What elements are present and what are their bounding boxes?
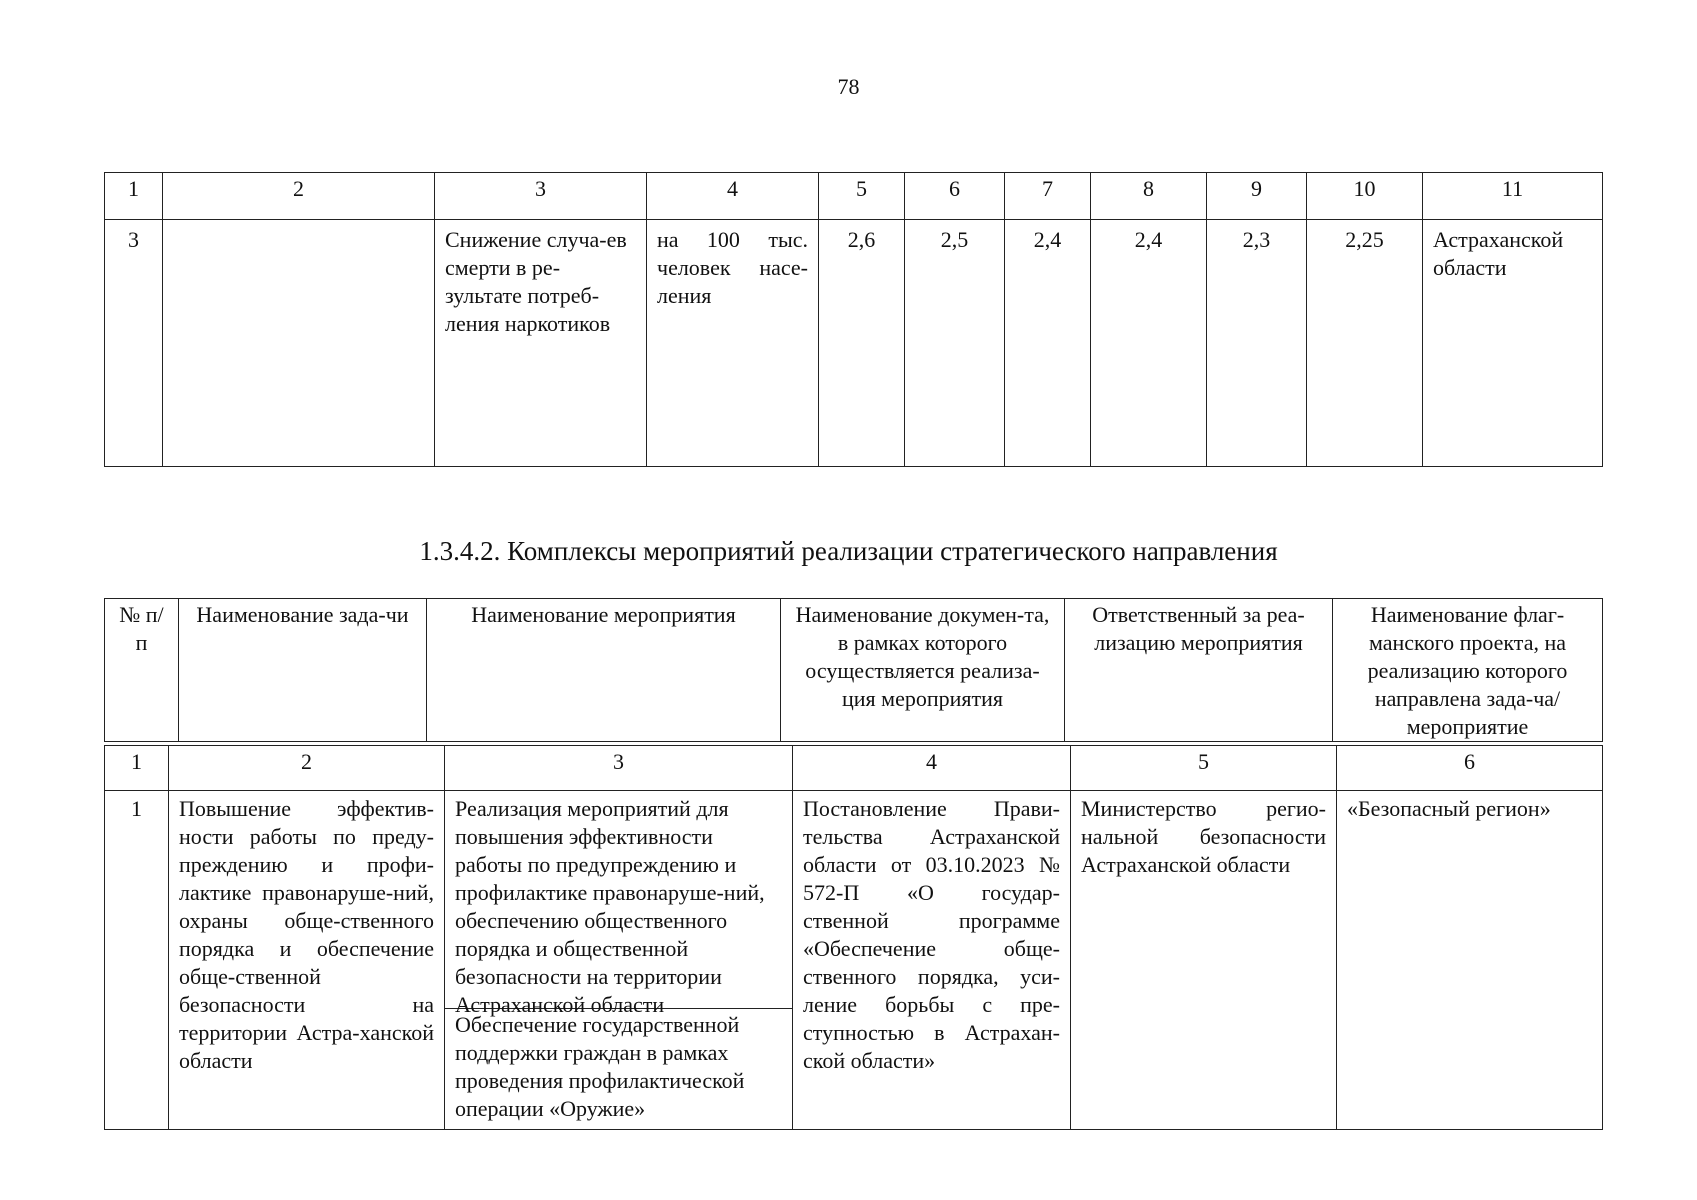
page-number: 78 bbox=[837, 74, 860, 99]
indicator-value: 2,4 bbox=[1005, 220, 1091, 467]
column-number: 3 bbox=[445, 746, 793, 791]
activities-row bbox=[105, 791, 1603, 1130]
indicator-value: 2,3 bbox=[1207, 220, 1307, 467]
header-task: Наименование зада-чи bbox=[179, 599, 427, 742]
responsible-party: Министерство регио-нальной безопасности Астраханской области bbox=[1071, 791, 1337, 1130]
flagship-project: «Безопасный регион» bbox=[1337, 791, 1603, 1130]
column-number: 1 bbox=[105, 173, 163, 220]
column-number: 8 bbox=[1091, 173, 1207, 220]
indicator-name: Снижение случа-ев смерти в ре-зультате потреб-ления наркотиков bbox=[435, 220, 647, 467]
column-number: 1 bbox=[105, 746, 169, 791]
activities-table bbox=[104, 745, 1603, 1130]
indicator-source: Астраханской области bbox=[1423, 220, 1603, 467]
indicator-value: 2,25 bbox=[1307, 220, 1423, 467]
column-number: 9 bbox=[1207, 173, 1307, 220]
column-number: 4 bbox=[793, 746, 1071, 791]
column-number: 6 bbox=[905, 173, 1005, 220]
indicator-value: 2,5 bbox=[905, 220, 1005, 467]
column-number: 2 bbox=[169, 746, 445, 791]
activity-cell bbox=[445, 791, 793, 1130]
empty-cell bbox=[163, 220, 435, 467]
indicator-value: 2,6 bbox=[819, 220, 905, 467]
activities-column-numbers-row bbox=[105, 746, 1603, 791]
indicator-table bbox=[104, 172, 1603, 467]
column-number: 5 bbox=[819, 173, 905, 220]
column-number: 5 bbox=[1071, 746, 1337, 791]
activity-item: Реализация мероприятий для повышения эффективности работы по предупреждению и профилактике правонаруше-ний, обеспечению общественного порядка и общественной безопасности на территории Астраханской области bbox=[445, 791, 792, 1009]
column-number: 11 bbox=[1423, 173, 1603, 220]
activity-item: Обеспечение государственной поддержки граждан в рамках проведения профилактической операции «Оружие» bbox=[455, 1012, 745, 1121]
indicator-row bbox=[105, 220, 1603, 467]
column-number: 7 bbox=[1005, 173, 1091, 220]
section-title: 1.3.4.2. Комплексы мероприятий реализации стратегического направления bbox=[419, 536, 1278, 566]
unit-of-measure: на 100 тыс. человек насе-ления bbox=[647, 220, 819, 467]
column-number: 10 bbox=[1307, 173, 1423, 220]
column-number: 6 bbox=[1337, 746, 1603, 791]
row-number: 3 bbox=[105, 220, 163, 467]
column-number: 4 bbox=[647, 173, 819, 220]
activities-header-table bbox=[104, 598, 1603, 742]
indicator-column-numbers-row bbox=[105, 173, 1603, 220]
column-number: 3 bbox=[435, 173, 647, 220]
column-number: 2 bbox=[163, 173, 435, 220]
document-name: Постановление Прави-тельства Астраханской области от 03.10.2023 № 572-П «О государ-ственной программе «Обеспечение обще-ственного порядка, уси-ление борьбы с пре-ступностью в Астрахан-ской области» bbox=[793, 791, 1071, 1130]
header-document: Наименование докумен-та, в рамках которого осуществляется реализа-ция мероприятия bbox=[781, 599, 1065, 742]
row-number: 1 bbox=[105, 791, 169, 1130]
activities-header-row bbox=[105, 599, 1603, 742]
header-responsible: Ответственный за реа-лизацию мероприятия bbox=[1065, 599, 1333, 742]
header-activity: Наименование мероприятия bbox=[427, 599, 781, 742]
header-number: № п/п bbox=[105, 599, 179, 742]
header-flagship-project: Наименование флаг-манского проекта, на реализацию которого направлена зада-ча/мероприятие bbox=[1333, 599, 1603, 742]
task-name: Повышение эффектив-ности работы по преду-преждению и профи-лактике правонаруше-ний, охраны обще-ственного порядка и обеспечение обще-ственной безопасности на территории Астра-ханской области bbox=[169, 791, 445, 1130]
indicator-value: 2,4 bbox=[1091, 220, 1207, 467]
